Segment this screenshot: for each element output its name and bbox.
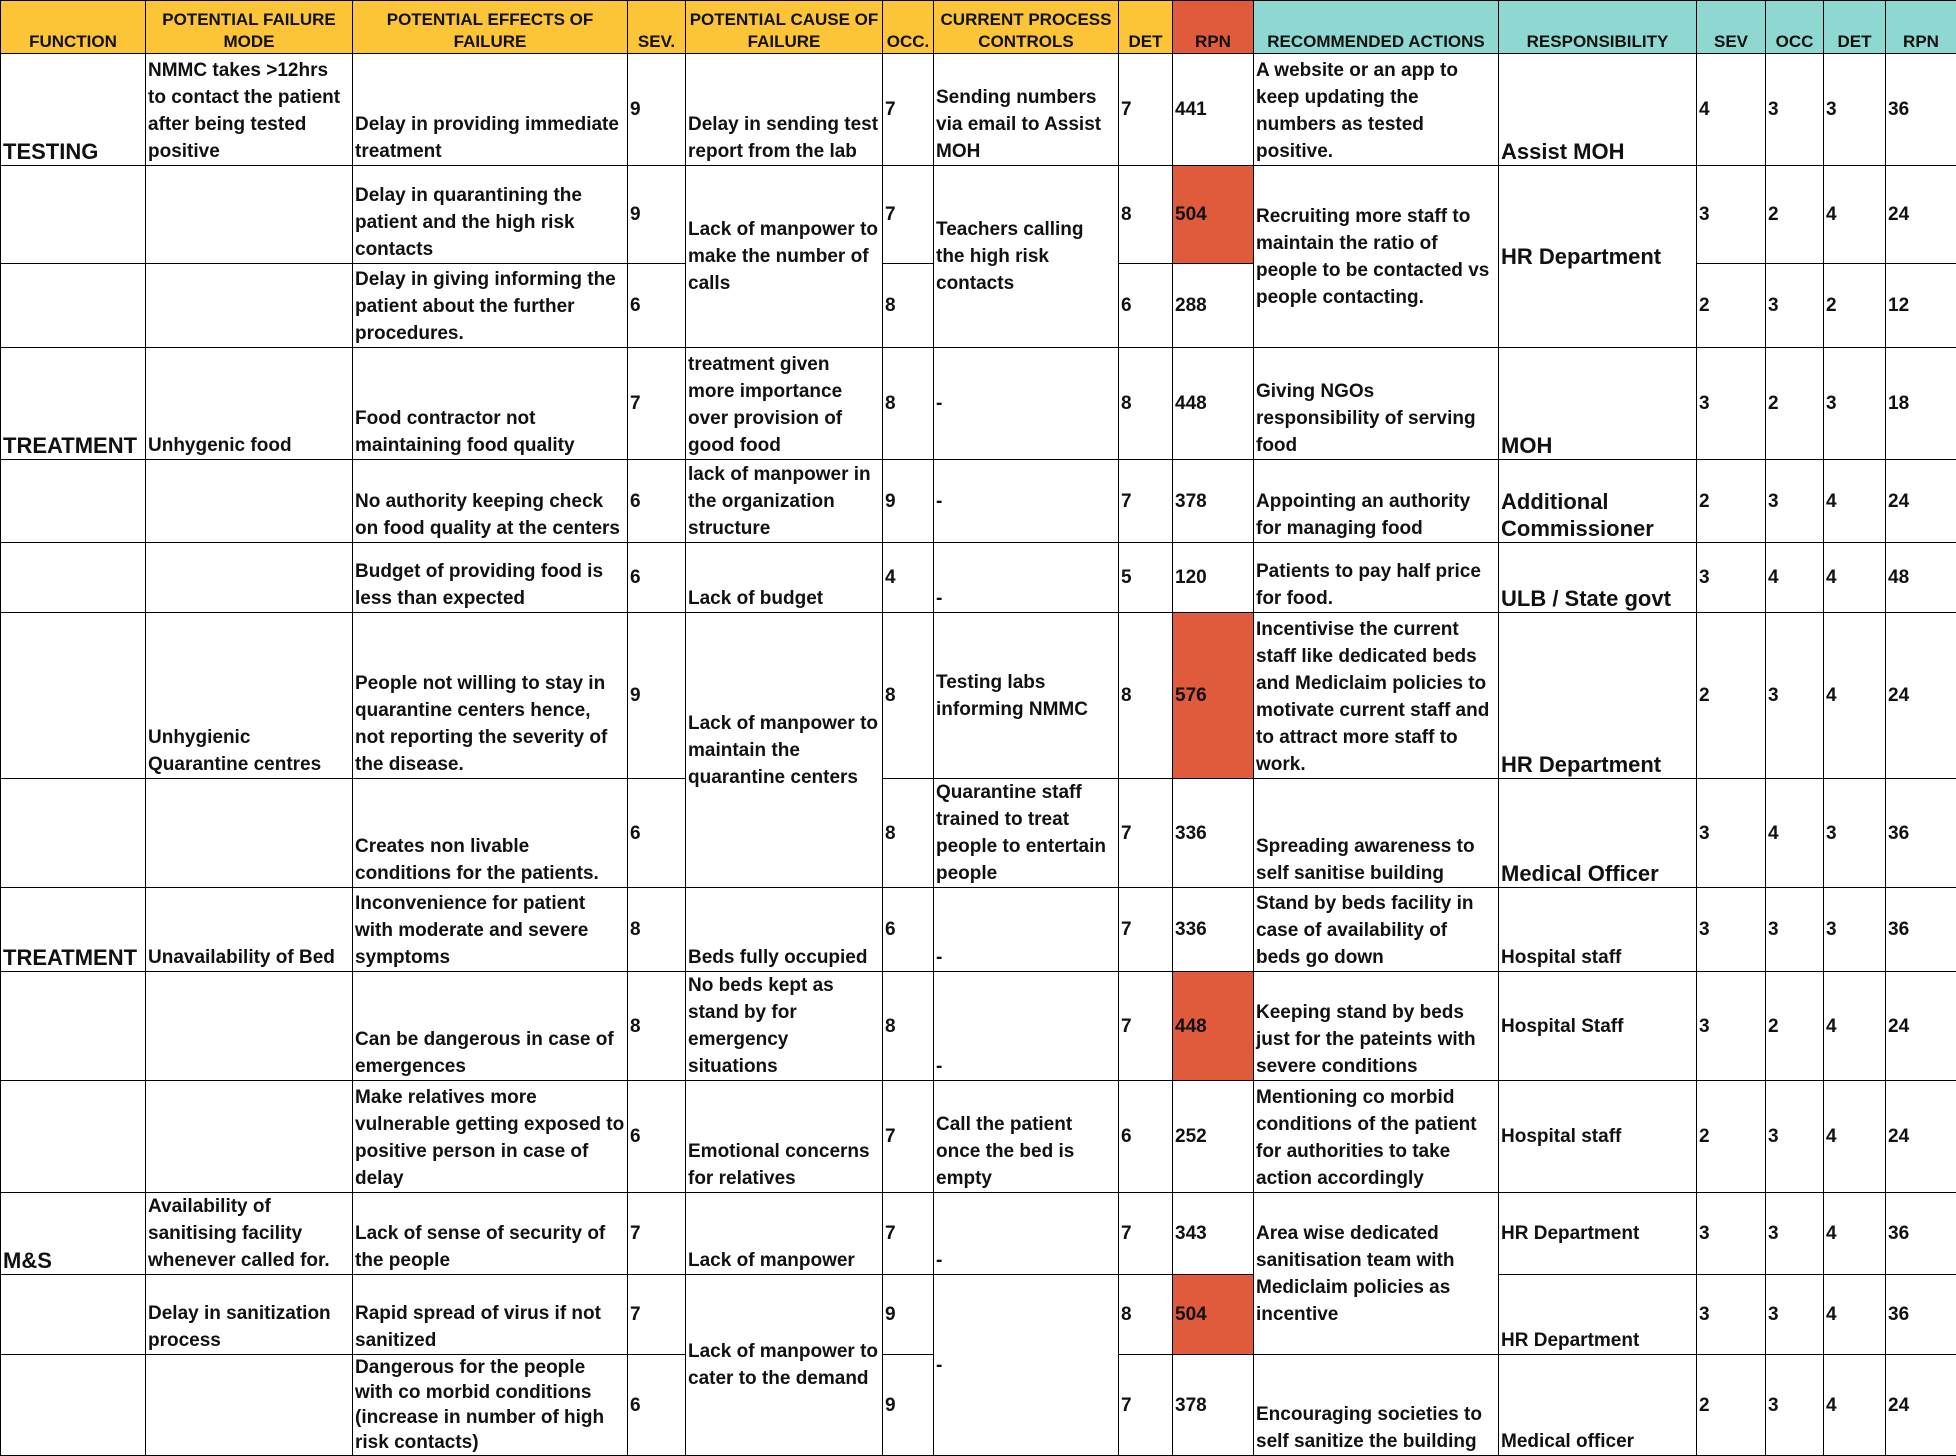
responsibility-cell: Hospital staff: [1499, 1081, 1697, 1193]
effect-cell: Make relatives more vulnerable getting exposed to positive person in case of delay: [353, 1081, 628, 1193]
effect-cell: People not willing to stay in quarantine centers hence, not reporting the severity of the disease.: [353, 613, 628, 779]
function-cell: [1, 972, 146, 1081]
det-cell: 7: [1119, 888, 1173, 972]
occ-cell: 9: [883, 1355, 934, 1456]
header-occ-revised: OCC: [1766, 1, 1824, 54]
failure-mode-cell: [146, 1355, 353, 1456]
rpn-revised-cell: 36: [1886, 54, 1956, 166]
occ-revised-cell: 4: [1766, 779, 1824, 888]
function-cell: [1, 1355, 146, 1456]
sev-revised-cell: 2: [1697, 264, 1766, 348]
action-cell: Mentioning co morbid conditions of the patient for authorities to take action accordingly: [1254, 1081, 1499, 1193]
failure-mode-cell: Delay in sanitization process: [146, 1275, 353, 1355]
sev-revised-cell: 3: [1697, 1193, 1766, 1275]
header-occ: OCC.: [883, 1, 934, 54]
occ-cell: 7: [883, 1193, 934, 1275]
effect-cell: Lack of sense of security of the people: [353, 1193, 628, 1275]
effect-cell: Rapid spread of virus if not sanitized: [353, 1275, 628, 1355]
cause-cell: Lack of manpower: [686, 1193, 883, 1275]
header-sev: SEV.: [628, 1, 686, 54]
rpn-revised-cell: 36: [1886, 888, 1956, 972]
det-cell: 5: [1119, 543, 1173, 613]
action-cell: Appointing an authority for managing food: [1254, 460, 1499, 543]
occ-revised-cell: 3: [1766, 54, 1824, 166]
header-sev-revised: SEV: [1697, 1, 1766, 54]
table-row: [1, 972, 1956, 1081]
action-cell: Giving NGOs responsibility of serving food: [1254, 348, 1499, 460]
function-cell: [1, 460, 146, 543]
cause-cell: Beds fully occupied: [686, 888, 883, 972]
rpn-cell: 448: [1173, 348, 1254, 460]
det-cell: 8: [1119, 1275, 1173, 1355]
failure-mode-cell: [146, 166, 353, 264]
action-cell: Incentivise the current staff like dedicated beds and Mediclaim policies to motivate current staff and to attract more staff to work.: [1254, 613, 1499, 779]
failure-mode-cell: [146, 264, 353, 348]
function-cell: TESTING: [1, 54, 146, 166]
effect-cell: Dangerous for the people with co morbid conditions (increase in number of high risk contacts): [353, 1355, 628, 1456]
occ-cell: 8: [883, 264, 934, 348]
action-cell: A website or an app to keep updating the numbers as tested positive.: [1254, 54, 1499, 166]
occ-revised-cell: 3: [1766, 888, 1824, 972]
header-controls: CURRENT PROCESS CONTROLS: [934, 1, 1119, 54]
control-cell: Teachers calling the high risk contacts: [934, 166, 1119, 348]
table-row: [1, 1275, 1956, 1355]
rpn-cell: 378: [1173, 460, 1254, 543]
control-cell: -: [934, 460, 1119, 543]
header-function: FUNCTION: [1, 1, 146, 54]
control-cell: -: [934, 543, 1119, 613]
sev-cell: 6: [628, 460, 686, 543]
rpn-cell: 288: [1173, 264, 1254, 348]
effect-cell: Delay in giving informing the patient about the further procedures.: [353, 264, 628, 348]
responsibility-cell: HR Department: [1499, 1193, 1697, 1275]
effect-cell: Creates non livable conditions for the patients.: [353, 779, 628, 888]
header-failure-mode: POTENTIAL FAILURE MODE: [146, 1, 353, 54]
responsibility-cell: HR Department: [1499, 166, 1697, 348]
failure-mode-cell: [146, 543, 353, 613]
function-cell: [1, 264, 146, 348]
table-row: [1, 1081, 1956, 1193]
action-cell: Recruiting more staff to maintain the ratio of people to be contacted vs people contacting.: [1254, 166, 1499, 348]
det-cell: 7: [1119, 460, 1173, 543]
occ-cell: 9: [883, 460, 934, 543]
sev-revised-cell: 3: [1697, 348, 1766, 460]
sev-revised-cell: 2: [1697, 1355, 1766, 1456]
sev-revised-cell: 3: [1697, 543, 1766, 613]
responsibility-cell: Assist MOH: [1499, 54, 1697, 166]
cause-cell: Lack of manpower to make the number of calls: [686, 166, 883, 348]
det-cell: 7: [1119, 1355, 1173, 1456]
failure-mode-cell: [146, 1081, 353, 1193]
function-cell: TREATMENT: [1, 888, 146, 972]
det-revised-cell: 4: [1824, 972, 1886, 1081]
effect-cell: Budget of providing food is less than expected: [353, 543, 628, 613]
rpn-revised-cell: 48: [1886, 543, 1956, 613]
sev-revised-cell: 4: [1697, 54, 1766, 166]
effect-cell: Food contractor not maintaining food quality: [353, 348, 628, 460]
control-cell: Call the patient once the bed is empty: [934, 1081, 1119, 1193]
cause-cell: Lack of manpower to cater to the demand: [686, 1275, 883, 1456]
sev-cell: 6: [628, 1355, 686, 1456]
rpn-cell: 378: [1173, 1355, 1254, 1456]
table-row: [1, 166, 1956, 264]
occ-revised-cell: 2: [1766, 166, 1824, 264]
sev-revised-cell: 3: [1697, 888, 1766, 972]
header-responsibility: RESPONSIBILITY: [1499, 1, 1697, 54]
table-row: [1, 888, 1956, 972]
table-row: [1, 54, 1956, 166]
cause-cell: Lack of manpower to maintain the quarantine centers: [686, 613, 883, 888]
occ-cell: 8: [883, 779, 934, 888]
responsibility-cell: Hospital staff: [1499, 888, 1697, 972]
rpn-revised-cell: 12: [1886, 264, 1956, 348]
control-cell: Testing labs informing NMMC: [934, 613, 1119, 779]
occ-revised-cell: 3: [1766, 1275, 1824, 1355]
occ-cell: 4: [883, 543, 934, 613]
action-cell: Stand by beds facility in case of availability of beds go down: [1254, 888, 1499, 972]
rpn-cell-high: 504: [1173, 1275, 1254, 1355]
responsibility-cell: Medical officer: [1499, 1355, 1697, 1456]
table-row: [1, 348, 1956, 460]
rpn-revised-cell: 24: [1886, 166, 1956, 264]
occ-revised-cell: 3: [1766, 264, 1824, 348]
sev-revised-cell: 2: [1697, 460, 1766, 543]
sev-cell: 7: [628, 348, 686, 460]
det-revised-cell: 4: [1824, 166, 1886, 264]
effect-cell: No authority keeping check on food quality at the centers: [353, 460, 628, 543]
occ-revised-cell: 3: [1766, 1355, 1824, 1456]
det-revised-cell: 3: [1824, 779, 1886, 888]
action-cell: Encouraging societies to self sanitize the building: [1254, 1355, 1499, 1456]
rpn-revised-cell: 24: [1886, 613, 1956, 779]
effect-cell: Delay in quarantining the patient and the high risk contacts: [353, 166, 628, 264]
rpn-cell: 343: [1173, 1193, 1254, 1275]
occ-revised-cell: 2: [1766, 972, 1824, 1081]
rpn-revised-cell: 24: [1886, 972, 1956, 1081]
rpn-revised-cell: 36: [1886, 779, 1956, 888]
control-cell: -: [934, 348, 1119, 460]
occ-cell: 7: [883, 1081, 934, 1193]
header-row: [1, 1, 1956, 54]
function-cell: TREATMENT: [1, 348, 146, 460]
control-cell: -: [934, 1275, 1119, 1456]
det-cell: 6: [1119, 1081, 1173, 1193]
cause-cell: treatment given more importance over provision of good food: [686, 348, 883, 460]
table-row: [1, 543, 1956, 613]
det-cell: 8: [1119, 166, 1173, 264]
rpn-cell: 336: [1173, 888, 1254, 972]
det-revised-cell: 4: [1824, 460, 1886, 543]
function-cell: M&S: [1, 1193, 146, 1275]
rpn-cell: 441: [1173, 54, 1254, 166]
action-cell: Area wise dedicated sanitisation team with Mediclaim policies as incentive: [1254, 1193, 1499, 1355]
sev-cell: 8: [628, 972, 686, 1081]
sev-cell: 9: [628, 166, 686, 264]
det-cell: 7: [1119, 54, 1173, 166]
responsibility-cell: ULB / State govt: [1499, 543, 1697, 613]
cause-cell: Emotional concerns for relatives: [686, 1081, 883, 1193]
sev-cell: 6: [628, 543, 686, 613]
control-cell: Sending numbers via email to Assist MOH: [934, 54, 1119, 166]
rpn-cell: 252: [1173, 1081, 1254, 1193]
rpn-cell-high: 448: [1173, 972, 1254, 1081]
rpn-revised-cell: 36: [1886, 1193, 1956, 1275]
rpn-revised-cell: 36: [1886, 1275, 1956, 1355]
rpn-revised-cell: 24: [1886, 1081, 1956, 1193]
header-effects: POTENTIAL EFFECTS OF FAILURE: [353, 1, 628, 54]
failure-mode-cell: Unhygenic food: [146, 348, 353, 460]
occ-cell: 7: [883, 166, 934, 264]
sev-cell: 6: [628, 264, 686, 348]
rpn-cell: 336: [1173, 779, 1254, 888]
rpn-revised-cell: 18: [1886, 348, 1956, 460]
control-cell: -: [934, 1193, 1119, 1275]
responsibility-cell: HR Department: [1499, 1275, 1697, 1355]
table-row: [1, 1193, 1956, 1275]
control-cell: -: [934, 972, 1119, 1081]
occ-revised-cell: 2: [1766, 348, 1824, 460]
det-revised-cell: 3: [1824, 348, 1886, 460]
occ-revised-cell: 4: [1766, 543, 1824, 613]
header-rpn-revised: RPN: [1886, 1, 1956, 54]
det-cell: 8: [1119, 613, 1173, 779]
effect-cell: Delay in providing immediate treatment: [353, 54, 628, 166]
occ-revised-cell: 3: [1766, 460, 1824, 543]
rpn-cell: 120: [1173, 543, 1254, 613]
failure-mode-cell: Unavailability of Bed: [146, 888, 353, 972]
sev-revised-cell: 3: [1697, 1275, 1766, 1355]
table-row: [1, 613, 1956, 779]
action-cell: Spreading awareness to self sanitise building: [1254, 779, 1499, 888]
responsibility-cell: MOH: [1499, 348, 1697, 460]
failure-mode-cell: Unhygienic Quarantine centres: [146, 613, 353, 779]
det-revised-cell: 4: [1824, 1193, 1886, 1275]
header-det-revised: DET: [1824, 1, 1886, 54]
effect-cell: Can be dangerous in case of emergences: [353, 972, 628, 1081]
occ-cell: 8: [883, 613, 934, 779]
sev-cell: 6: [628, 1081, 686, 1193]
det-cell: 7: [1119, 972, 1173, 1081]
action-cell: Keeping stand by beds just for the pateints with severe conditions: [1254, 972, 1499, 1081]
control-cell: -: [934, 888, 1119, 972]
sev-revised-cell: 3: [1697, 166, 1766, 264]
responsibility-cell: Medical Officer: [1499, 779, 1697, 888]
table-row: [1, 779, 1956, 888]
det-cell: 8: [1119, 348, 1173, 460]
responsibility-cell: Additional Commissioner: [1499, 460, 1697, 543]
det-revised-cell: 3: [1824, 54, 1886, 166]
det-cell: 7: [1119, 779, 1173, 888]
failure-mode-cell: [146, 779, 353, 888]
occ-revised-cell: 3: [1766, 1081, 1824, 1193]
function-cell: [1, 166, 146, 264]
det-revised-cell: 4: [1824, 543, 1886, 613]
failure-mode-cell: [146, 972, 353, 1081]
cause-cell: lack of manpower in the organization structure: [686, 460, 883, 543]
sev-cell: 8: [628, 888, 686, 972]
det-revised-cell: 4: [1824, 1081, 1886, 1193]
occ-cell: 8: [883, 972, 934, 1081]
occ-cell: 7: [883, 54, 934, 166]
occ-cell: 6: [883, 888, 934, 972]
det-revised-cell: 4: [1824, 1275, 1886, 1355]
responsibility-cell: Hospital Staff: [1499, 972, 1697, 1081]
cause-cell: No beds kept as stand by for emergency situations: [686, 972, 883, 1081]
responsibility-cell: HR Department: [1499, 613, 1697, 779]
control-cell: Quarantine staff trained to treat people to entertain people: [934, 779, 1119, 888]
sev-revised-cell: 2: [1697, 613, 1766, 779]
occ-revised-cell: 3: [1766, 1193, 1824, 1275]
function-cell: [1, 1081, 146, 1193]
sev-cell: 7: [628, 1193, 686, 1275]
det-cell: 6: [1119, 264, 1173, 348]
sev-cell: 7: [628, 1275, 686, 1355]
rpn-cell-high: 504: [1173, 166, 1254, 264]
header-cause: POTENTIAL CAUSE OF FAILURE: [686, 1, 883, 54]
det-revised-cell: 4: [1824, 613, 1886, 779]
function-cell: [1, 1275, 146, 1355]
rpn-revised-cell: 24: [1886, 460, 1956, 543]
table-row: [1, 460, 1956, 543]
header-actions: RECOMMENDED ACTIONS: [1254, 1, 1499, 54]
det-cell: 7: [1119, 1193, 1173, 1275]
det-revised-cell: 3: [1824, 888, 1886, 972]
action-cell: Patients to pay half price for food.: [1254, 543, 1499, 613]
cause-cell: Delay in sending test report from the lab: [686, 54, 883, 166]
sev-revised-cell: 3: [1697, 779, 1766, 888]
occ-revised-cell: 3: [1766, 613, 1824, 779]
occ-cell: 8: [883, 348, 934, 460]
sev-cell: 6: [628, 779, 686, 888]
failure-mode-cell: NMMC takes >12hrs to contact the patient after being tested positive: [146, 54, 353, 166]
function-cell: [1, 543, 146, 613]
effect-cell: Inconvenience for patient with moderate and severe symptoms: [353, 888, 628, 972]
sev-cell: 9: [628, 613, 686, 779]
occ-cell: 9: [883, 1275, 934, 1355]
header-det: DET: [1119, 1, 1173, 54]
sev-revised-cell: 3: [1697, 972, 1766, 1081]
failure-mode-cell: Availability of sanitising facility whenever called for.: [146, 1193, 353, 1275]
det-revised-cell: 4: [1824, 1355, 1886, 1456]
header-rpn: RPN: [1173, 1, 1254, 54]
cause-cell: Lack of budget: [686, 543, 883, 613]
function-cell: [1, 779, 146, 888]
rpn-cell-high: 576: [1173, 613, 1254, 779]
failure-mode-cell: [146, 460, 353, 543]
sev-cell: 9: [628, 54, 686, 166]
rpn-revised-cell: 24: [1886, 1355, 1956, 1456]
det-revised-cell: 2: [1824, 264, 1886, 348]
sev-revised-cell: 2: [1697, 1081, 1766, 1193]
function-cell: [1, 613, 146, 779]
